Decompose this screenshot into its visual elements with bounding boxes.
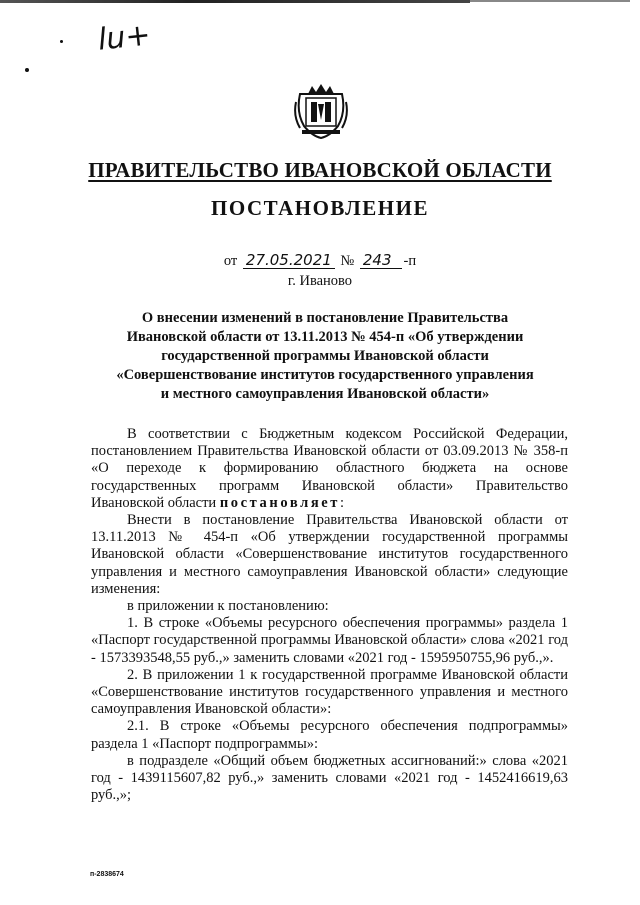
document-body: [91, 426, 568, 804]
handwritten-date: 27.05.2021: [243, 252, 335, 269]
scan-speck: [25, 68, 29, 72]
paragraph-item-2-1: 2.1. В строке «Объемы ресурсного обеспечения подпрограммы» раздела 1 «Паспорт подпрограммы»:: [91, 718, 568, 752]
coat-of-arms-icon: [294, 82, 348, 140]
paragraph-item-1: 1. В строке «Объемы ресурсного обеспечения программы» раздела 1 «Паспорт государственной программы Ивановской области» слова «2021 год - 1573393548,55 руб.,» заменить словами «2021 год - 1595950755,96 руб.,».: [91, 615, 568, 666]
handwritten-note: lu+: [96, 17, 153, 58]
paragraph-item-2: 2. В приложении 1 к государственной программе Ивановской области «Совершенствование институтов государственного управления и местного самоуправления Ивановской области»:: [91, 666, 568, 718]
date-prefix: от: [223, 253, 238, 269]
title-line: Ивановской области от 13.11.2013 № 454-п «Об утверждении: [126, 329, 524, 345]
handwritten-number: 243: [360, 252, 402, 269]
paragraph-preamble: В соответствии с Бюджетным кодексом Российской Федерации, постановлением Правительства Ивановской области от 03.09.2013 № 358-п «О переходе к формированию областного бюджета на основе государственных программ Ивановской области» Правительство Ивановской области постановляет:: [91, 426, 568, 511]
number-suffix: -п: [403, 253, 417, 269]
document-type: ПОСТАНОВЛЕНИЕ: [211, 196, 429, 220]
scan-edge-line: [0, 0, 470, 3]
document-title: [95, 309, 555, 404]
scan-speck: [60, 40, 63, 43]
footer-code: п-2838674: [90, 871, 124, 878]
resolves-word: постановляет: [219, 494, 341, 511]
number-sign: №: [340, 253, 355, 269]
paragraph-appendix: в приложении к постановлению:: [127, 598, 329, 615]
date-number-line: [0, 252, 640, 270]
paragraph-amend: Внести в постановление Правительства Ивановской области от 13.11.2013 № 454-п «Об утверждении государственной программы Ивановской области «Совершенствование институтов государственного управления и местного самоуправления Ивановской области» следующие изменения:: [91, 512, 568, 597]
title-line: О внесении изменений в постановление Правительства: [141, 310, 509, 326]
title-line: и местного самоуправления Ивановской области»: [160, 386, 490, 402]
title-line: государственной программы Ивановской области: [161, 348, 489, 364]
scan-edge-line-right: [470, 0, 630, 2]
city: г. Иваново: [287, 273, 353, 289]
paragraph-subsection: в подразделе «Общий объем бюджетных ассигнований:» слова «2021 год - 1439115607,82 руб.,» заменить словами «2021 год - 1452416619,63 руб.,»;: [91, 752, 568, 804]
title-line: «Совершенствование институтов государственного управления: [116, 367, 534, 383]
government-name: ПРАВИТЕЛЬСТВО ИВАНОВСКОЙ ОБЛАСТИ: [88, 158, 552, 182]
